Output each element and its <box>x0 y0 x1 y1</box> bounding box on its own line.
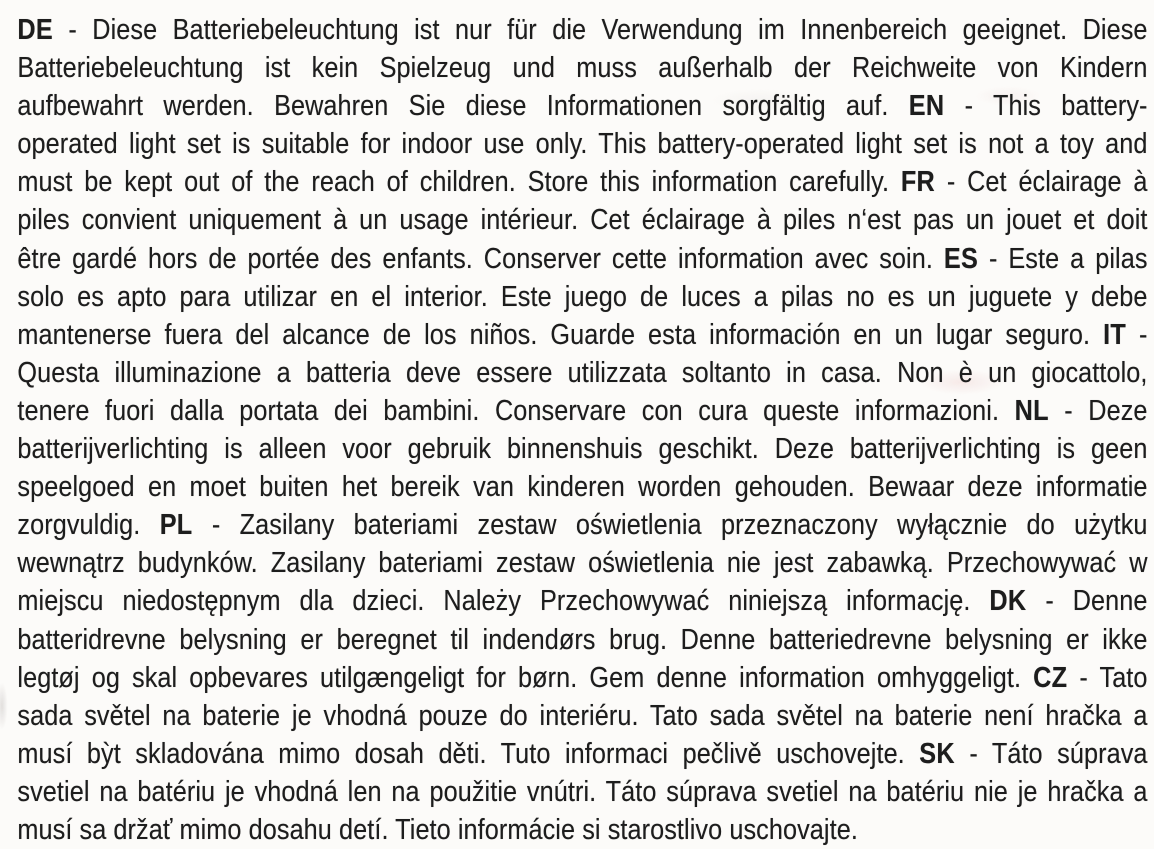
text-line: Questa illuminazione a batteria deve essere utilizzata soltanto in casa. Non è un giocattolo, <box>17 356 1148 389</box>
text-line: svetiel na batériu je vhodná len na použitie vnútri. Táto súprava svetiel na batériu nie je hračka a <box>17 775 1148 808</box>
text-line: solo es apto para utilizar en el interior. Este juego de luces a pilas no es un juguete y debe <box>17 280 1148 313</box>
text-line: tenere fuori dalla portata dei bambini. Conservare con cura queste informazioni. NL - Deze <box>17 394 1148 427</box>
text-line: must be kept out of the reach of children. Store this information carefully. FR - Cet éclairage à <box>17 166 1148 199</box>
text-line: musí sa držať mimo dosahu detí. Tieto informácie si starostlivo uschovajte. <box>17 813 858 846</box>
notice-text <box>17 11 1147 849</box>
text-line: batterijverlichting is alleen voor gebruik binnenshuis geschikt. Deze batterijverlichting is geen <box>17 433 1148 466</box>
text-line: mantenerse fuera del alcance de los niños. Guarde esta información en un lugar seguro. IT - <box>17 318 1148 351</box>
text-line: miejscu niedostępnym dla dzieci. Należy Przechowywać niniejszą informację. DK - Denne <box>17 585 1148 618</box>
text-line: être gardé hors de portée des enfants. Conserver cette information avec soin. ES - Este a pilas <box>17 242 1148 275</box>
text-line: musí bỳt skladována mimo dosah děti. Tuto informaci pečlivě uschovejte. SK - Táto súprava <box>17 737 1148 770</box>
text-line: zorgvuldig. PL - Zasilany bateriami zestaw oświetlenia przeznaczony wyłącznie do użytku <box>17 509 1148 542</box>
text-line: speelgoed en moet buiten het bereik van kinderen worden gehouden. Bewaar deze informatie <box>17 471 1148 504</box>
text-line: operated light set is suitable for indoor use only. This battery-operated light set is not a toy and <box>17 128 1148 161</box>
text-line: Batteriebeleuchtung ist kein Spielzeug und muss außerhalb der Reichweite von Kindern <box>17 52 1148 85</box>
text-line: sada světel na baterie je vhodná pouze do interiéru. Tato sada světel na baterie není hračka a <box>17 699 1148 732</box>
text-line: wewnątrz budynków. Zasilany bateriami zestaw oświetlenia nie jest zabawką. Przechowywać w <box>17 547 1148 580</box>
text-line: legtøj og skal opbevares utilgængeligt for børn. Gem denne information omhyggeligt. CZ - Tato <box>17 661 1148 694</box>
text-line: aufbewahrt werden. Bewahren Sie diese Informationen sorgfältig auf. EN - This battery- <box>17 90 1148 123</box>
text-line: piles convient uniquement à un usage intérieur. Cet éclairage à piles n‘est pas un jouet et doit <box>17 204 1148 237</box>
text-line: batteridrevne belysning er beregnet til indendørs brug. Denne batteriedrevne belysning er ikke <box>17 623 1148 656</box>
text-line: DE - Diese Batteriebeleuchtung ist nur für die Verwendung im Innenbereich geeignet. Diese <box>17 14 1148 46</box>
